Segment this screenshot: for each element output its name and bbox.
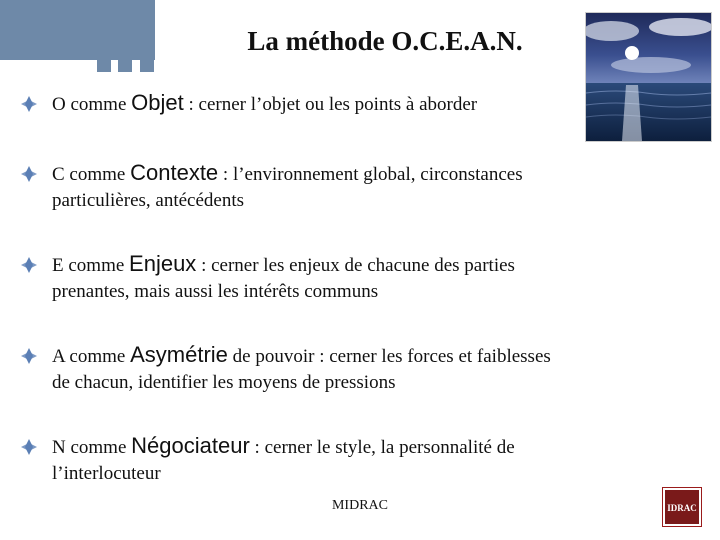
bullet-line	[52, 90, 692, 118]
bullet-keyword: Contexte	[130, 160, 219, 185]
bullet-continuation: prenantes, mais aussi les intérêts communs	[52, 281, 379, 302]
bullet-text: de pouvoir : cerner les forces et faiblesses	[227, 346, 551, 367]
bullet-line	[52, 251, 692, 279]
bullet-line	[52, 342, 692, 370]
bullet-continuation: particulières, antécédents	[52, 190, 245, 211]
bullet-prefix: E comme	[52, 255, 130, 276]
corner-accent-block	[0, 0, 155, 60]
bullet-keyword: Asymétrie	[130, 342, 228, 367]
bullet-continuation: de chacun, identifier les moyens de pressions	[52, 372, 396, 393]
bullet-line	[52, 160, 692, 188]
bullet-keyword: Négociateur	[131, 433, 250, 458]
diamond-bullet-icon	[20, 256, 38, 274]
idrac-logo	[662, 487, 702, 527]
bullet-text: : cerner l’objet ou les points à aborder	[183, 94, 478, 115]
bullet-prefix: A comme	[52, 346, 131, 367]
slide-title: La méthode O.C.E.A.N.	[247, 26, 523, 56]
accent-square	[118, 60, 132, 72]
accent-square	[97, 60, 111, 72]
diamond-bullet-icon	[20, 165, 38, 183]
diamond-bullet-icon	[20, 438, 38, 456]
logo-text: IDRAC	[667, 503, 697, 513]
bullet-prefix: N comme	[52, 437, 132, 458]
bullet-text: : l’environnement global, circonstances	[218, 164, 523, 185]
bullet-prefix: C comme	[52, 164, 131, 185]
bullet-prefix: O comme	[52, 94, 132, 115]
footer-label: MIDRAC	[331, 498, 388, 513]
bullet-text: : cerner les enjeux de chacune des parties	[196, 255, 515, 276]
diamond-bullet-icon	[20, 347, 38, 365]
ocean-moon-image	[585, 12, 712, 142]
bullet-text: : cerner le style, la personnalité de	[249, 437, 515, 458]
accent-square	[140, 60, 154, 72]
bullet-keyword: Enjeux	[129, 251, 197, 276]
bullet-continuation: l’interlocuteur	[52, 463, 161, 484]
diamond-bullet-icon	[20, 95, 38, 113]
bullet-keyword: Objet	[131, 90, 184, 115]
bullet-line	[52, 433, 692, 461]
